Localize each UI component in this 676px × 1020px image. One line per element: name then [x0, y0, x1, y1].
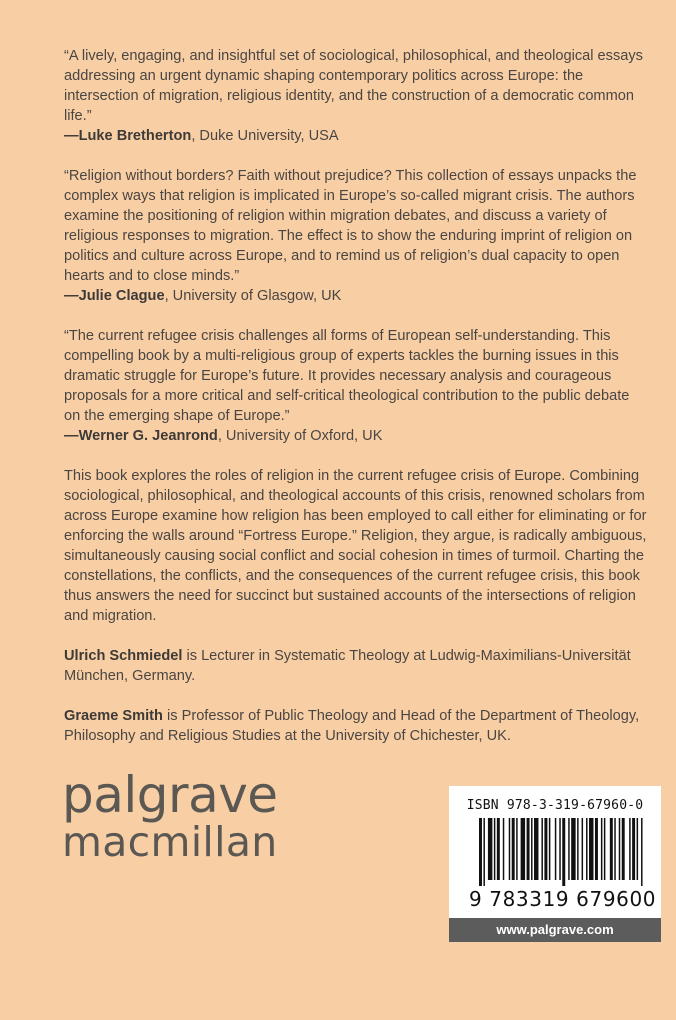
- author-bio-text: is Professor of Public Theology and Head of the Department of Theology, Philosophy and Religious Studies at the University of Chichester, UK.: [64, 708, 640, 744]
- barcode-icon: [479, 818, 647, 886]
- barcode-bar: [531, 818, 532, 880]
- barcode-bar: [512, 818, 515, 880]
- book-description: [64, 466, 649, 626]
- endorsement-quote: “Religion without borders? Faith without prejudice? This collection of essays unpacks the complex ways that religion is implicated in Europe’s so-called migrant crisis. The authors examine the positioning of religion within migration debates, and discuss a variety of religious responses to migration. The effect is to show the enduring imprint of religion on politics and culture across Europe, and to remind us of religion’s dual capacity to open hearts and to close minds.”: [64, 168, 637, 284]
- barcode-bar: [555, 818, 556, 880]
- barcode-bar: [619, 818, 620, 880]
- barcode-bar: [509, 818, 510, 880]
- publisher-logo-line1: palgrave: [62, 766, 278, 824]
- barcode-bar: [497, 818, 500, 880]
- publisher-logo-line2: macmillan: [62, 818, 278, 866]
- barcode-bar: [601, 818, 602, 880]
- endorsement: [64, 326, 649, 446]
- barcode-bar: [582, 818, 583, 880]
- barcode-digits: 9 783319 679600: [469, 887, 657, 911]
- author-name: Graeme Smith: [64, 708, 163, 724]
- endorser-name: —Werner G. Jeanrond: [64, 428, 218, 444]
- endorser-affiliation: , University of Oxford, UK: [217, 428, 383, 444]
- barcode-bar: [589, 818, 593, 880]
- author-bio: [64, 706, 649, 746]
- barcode-bar: [479, 818, 482, 886]
- barcode-bar: [629, 818, 630, 880]
- endorsement-quote: “The current refugee crisis challenges all forms of European self-understanding. This compelling book by a multi-religious group of experts tackles the burning issues in this dramatic struggle for Europe’s future. It provides necessary analysis and courageous proposals for a more critical and self-critical theological contribution to the public debate on the emerging shape of Europe.”: [64, 328, 630, 424]
- barcode-bar: [622, 818, 625, 880]
- back-cover-text: [64, 46, 649, 766]
- endorser-name: —Julie Clague: [64, 288, 165, 304]
- endorsement: [64, 46, 649, 146]
- barcode-bar: [541, 818, 542, 880]
- barcode-bar: [586, 818, 587, 880]
- barcode-bar: [534, 818, 538, 880]
- author-bio-text: is Lecturer in Systematic Theology at Ludwig-Maximilians-Universität München, Germany.: [64, 648, 631, 684]
- barcode-bar: [637, 818, 638, 880]
- barcode-bar: [527, 818, 530, 880]
- barcode-bar: [595, 818, 598, 880]
- barcode-bar: [577, 818, 578, 880]
- barcode-bar: [549, 818, 550, 880]
- barcode-bar: [494, 818, 495, 880]
- barcode-bar: [604, 818, 605, 880]
- barcode-bar: [632, 818, 635, 880]
- barcode-bar: [610, 818, 613, 880]
- barcode-bar: [544, 818, 547, 880]
- endorser-affiliation: , Duke University, USA: [191, 128, 339, 144]
- endorsement-attribution: [64, 286, 649, 306]
- barcode-bar: [571, 818, 575, 880]
- barcode-bar: [488, 818, 492, 880]
- barcode-bar: [503, 818, 504, 880]
- barcode-bar: [568, 818, 569, 880]
- publisher-url: www.palgrave.com: [449, 918, 661, 942]
- publisher-logo: [62, 766, 278, 866]
- endorsement-attribution: [64, 426, 649, 446]
- author-bio: [64, 646, 649, 686]
- endorsement-attribution: [64, 126, 649, 146]
- barcode-bar: [614, 818, 615, 880]
- barcode-bar: [641, 818, 642, 886]
- isbn-label: ISBN 978-3-319-67960-0: [466, 798, 644, 813]
- barcode-bar: [516, 818, 517, 880]
- barcode-bar: [562, 818, 565, 886]
- endorser-name: —Luke Bretherton: [64, 128, 192, 144]
- endorsement: [64, 166, 649, 306]
- isbn-barcode-box: [449, 786, 661, 942]
- barcode-bar: [521, 818, 525, 880]
- endorser-affiliation: , University of Glasgow, UK: [164, 288, 342, 304]
- barcode-bar: [483, 818, 484, 886]
- barcode-bar: [559, 818, 560, 880]
- endorsement-quote: “A lively, engaging, and insightful set of sociological, philosophical, and theological essays addressing an urgent dynamic shaping contemporary politics across Europe: the intersection of migration, religious identity, and the construction of a democratic common life.”: [64, 48, 643, 124]
- author-name: Ulrich Schmiedel: [64, 648, 183, 664]
- description-text: This book explores the roles of religion in the current refugee crisis of Europe. Combining sociological, philosophical, and theological accounts of this crisis, renowned scholars from across Europe examine how religion has been employed to call either for eliminating or for enforcing the walls around “Fortress Europe.” Religion, they argue, is radically ambiguous, simultaneously causing social conflict and social cohesion in times of turmoil. Charting the constellations, the conflicts, and the consequences of the current refugee crisis, this book thus answers the need for succinct but sustained accounts of the intersections of religion and migration.: [64, 468, 647, 624]
